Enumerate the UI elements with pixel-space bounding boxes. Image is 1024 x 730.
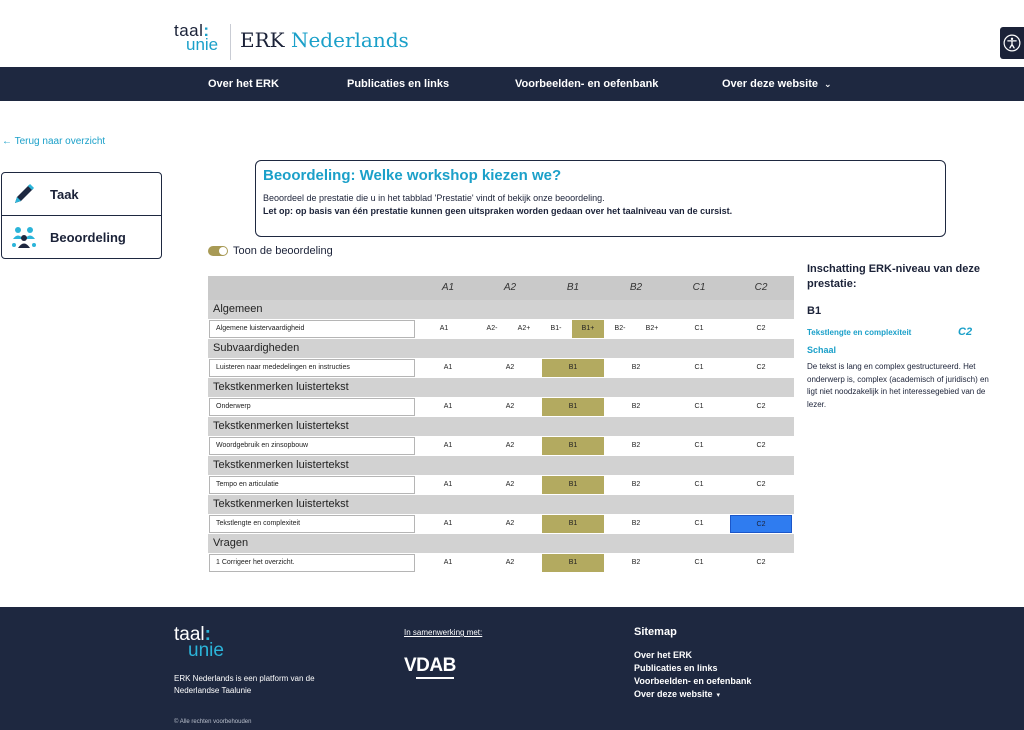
level-cell[interactable]: A1 [443, 481, 453, 488]
level-cell[interactable]: A2 [505, 403, 515, 410]
section-header: Tekstkenmerken luistertekst [208, 417, 794, 436]
site-title[interactable] [240, 28, 409, 52]
nav-label: Publicaties en links [347, 78, 450, 90]
level-cell[interactable]: C1 [694, 481, 704, 488]
level-cell[interactable]: C2 [756, 559, 766, 566]
table-row [208, 397, 794, 417]
logo-text: taal [174, 21, 204, 40]
footer-logo[interactable] [174, 624, 224, 661]
site-header [0, 0, 1024, 67]
site-title-part2: Nederlands [290, 28, 409, 52]
sitemap-link-label: Publicaties en links [634, 663, 718, 673]
logo-divider [230, 24, 231, 60]
level-cell[interactable]: C1 [694, 442, 704, 449]
level-cell[interactable]: B2 [631, 364, 641, 371]
level-cell[interactable]: A2- [486, 325, 498, 332]
estimate-level: B1 [807, 305, 822, 317]
level-header: A1 [441, 282, 455, 293]
level-cell[interactable]: B2 [631, 442, 641, 449]
level-cell[interactable]: B1 [542, 437, 604, 455]
side-tab-label: Taak [50, 186, 79, 202]
logo-text-2: unie [186, 35, 219, 54]
section-header: Tekstkenmerken luistertekst [208, 378, 794, 397]
sitemap-link-label: Over deze website [634, 689, 713, 699]
info-warning: Let op: op basis van één prestatie kunnen geen uitspraken worden gedaan over het taalniveau van de cursist. [263, 206, 733, 216]
side-tab-beoordeling[interactable] [1, 215, 162, 259]
vdab-logo-bar [416, 677, 454, 679]
nav-label: Over het ERK [208, 78, 279, 90]
level-cell[interactable]: A1 [443, 520, 453, 527]
level-cell[interactable]: A1 [443, 364, 453, 371]
estimate-title: Inschatting ERK-niveau van deze prestatie: [807, 263, 980, 290]
row-label: Onderwerp [209, 398, 415, 416]
level-cell[interactable]: B1+ [572, 320, 604, 338]
grid-header [208, 276, 794, 300]
footer-copyright: © Alle rechten voorbehouden [174, 719, 252, 725]
level-cell[interactable]: C2 [756, 364, 766, 371]
level-cell[interactable]: B2 [631, 403, 641, 410]
footer-description: ERK Nederlands is een platform van de Nederlandse Taalunie [174, 674, 315, 695]
sitemap-link[interactable] [634, 662, 751, 675]
level-cell[interactable]: A1 [443, 442, 453, 449]
section-header: Algemeen [208, 300, 794, 319]
back-link[interactable]: ← Terug naar overzicht [2, 136, 106, 147]
row-label: Luisteren naar mededelingen en instructies [209, 359, 415, 377]
level-cell[interactable]: A2 [505, 559, 515, 566]
nav-label: Over deze website [722, 78, 818, 90]
chevron-down-icon: ⌄ [824, 79, 832, 89]
level-cell[interactable]: B1 [542, 398, 604, 416]
page-title: Beoordeling: Welke workshop kiezen we? [263, 167, 562, 184]
level-cell[interactable]: C1 [694, 559, 704, 566]
level-cell[interactable]: B1 [542, 359, 604, 377]
level-cell[interactable]: C2 [756, 325, 766, 332]
level-cell[interactable]: B2 [631, 559, 641, 566]
side-tab-taak[interactable] [1, 172, 162, 216]
row-label: Tempo en articulatie [209, 476, 415, 494]
estimate-panel [807, 262, 997, 411]
nav-item-voorbeelden[interactable] [515, 67, 658, 101]
level-cell[interactable]: B2 [631, 481, 641, 488]
group-icon [10, 223, 38, 251]
level-cell[interactable]: A2 [505, 481, 515, 488]
level-cell[interactable]: C1 [694, 520, 704, 527]
level-cell[interactable]: B2+ [645, 325, 659, 332]
level-cell[interactable]: A2+ [517, 325, 531, 332]
sitemap-link[interactable] [634, 649, 751, 662]
level-cell[interactable]: A2 [505, 520, 515, 527]
vdab-logo[interactable]: VDAB [404, 655, 456, 676]
criterion-row [807, 328, 997, 337]
level-cell[interactable]: B1 [542, 515, 604, 533]
table-row [208, 358, 794, 378]
footer-logo-colon: : [204, 624, 211, 645]
level-cell[interactable]: B1 [542, 554, 604, 572]
table-row [208, 475, 794, 495]
level-header: B2 [629, 282, 643, 293]
sitemap-link-label: Over het ERK [634, 650, 693, 660]
scale-heading: Schaal [807, 345, 837, 355]
level-cell[interactable]: A2 [505, 364, 515, 371]
show-assessment-toggle[interactable] [208, 246, 228, 256]
level-cell[interactable]: B1 [542, 476, 604, 494]
footer-logo-text-2: unie [188, 640, 224, 661]
table-row [208, 436, 794, 456]
accessibility-button[interactable] [1000, 27, 1024, 59]
level-cell[interactable]: C2 [756, 481, 766, 488]
assessment-grid [208, 276, 794, 573]
side-tab-label: Beoordeling [50, 229, 126, 245]
sitemap-link[interactable] [634, 688, 751, 702]
logo-colon: : [203, 21, 210, 40]
level-cell[interactable]: B2- [614, 325, 626, 332]
section-header: Subvaardigheden [208, 339, 794, 358]
level-cell[interactable]: A1 [439, 325, 449, 332]
info-box [255, 160, 946, 237]
row-label: Tekstlengte en complexiteit [209, 515, 415, 533]
level-cell[interactable]: C1 [694, 364, 704, 371]
table-row [208, 514, 794, 534]
section-header: Vragen [208, 534, 794, 553]
sitemap-link[interactable] [634, 675, 751, 688]
criterion-label: Tekstlengte en complexiteit [807, 328, 912, 337]
level-cell[interactable]: A1 [443, 559, 453, 566]
nav-label: Voorbeelden- en oefenbank [515, 78, 659, 90]
level-cell[interactable]: A2 [505, 442, 515, 449]
table-row [208, 319, 794, 339]
site-title-part1: ERK [240, 28, 291, 52]
table-row [208, 553, 794, 573]
section-header: Tekstkenmerken luistertekst [208, 456, 794, 475]
criterion-level: C2 [958, 326, 973, 338]
scale-description: De tekst is lang en complex gestructureerd. Het onderwerp is, complex (academisch of juridisch) en ligt niet noodzakelijk in het interessegebied van de lezer. [807, 362, 989, 409]
level-header: A2 [503, 282, 517, 293]
accessibility-icon [1003, 34, 1021, 52]
nav-item-publicaties[interactable] [347, 67, 449, 101]
row-label: Woordgebruik en zinsopbouw [209, 437, 415, 455]
footer-collab-label: In samenwerking met: [404, 628, 483, 637]
level-header: C2 [754, 282, 768, 293]
level-cell[interactable]: A1 [443, 403, 453, 410]
level-header: B1 [566, 282, 580, 293]
nav-item-over-website[interactable] [722, 67, 832, 101]
level-cell[interactable]: C1 [694, 325, 704, 332]
level-header: C1 [692, 282, 706, 293]
main-nav [0, 67, 1024, 101]
level-cell[interactable]: C1 [694, 403, 704, 410]
sitemap-title: Sitemap [634, 626, 677, 638]
level-cell[interactable]: C2 [730, 515, 792, 533]
sitemap-links [634, 649, 751, 702]
nav-item-over-erk[interactable] [208, 67, 279, 101]
chevron-down-icon: ▾ [716, 692, 721, 699]
info-text: Beoordeel de prestatie die u in het tabblad 'Prestatie' vindt of bekijk onze beoordeling. [263, 193, 605, 203]
level-cell[interactable]: B1- [550, 325, 562, 332]
row-label: 1 Corrigeer het overzicht. [209, 554, 415, 572]
level-cell[interactable]: C2 [756, 403, 766, 410]
sitemap-link-label: Voorbeelden- en oefenbank [634, 676, 752, 686]
site-footer [0, 607, 1024, 730]
level-cell[interactable]: C2 [756, 442, 766, 449]
pencil-icon [10, 180, 38, 208]
level-cell[interactable]: B2 [631, 520, 641, 527]
section-header: Tekstkenmerken luistertekst [208, 495, 794, 514]
footer-logo-text: taal [174, 624, 205, 645]
taalunie-logo[interactable] [174, 21, 230, 54]
row-label: Algemene luistervaardigheid [209, 320, 415, 338]
toggle-label: Toon de beoordeling [233, 245, 333, 257]
